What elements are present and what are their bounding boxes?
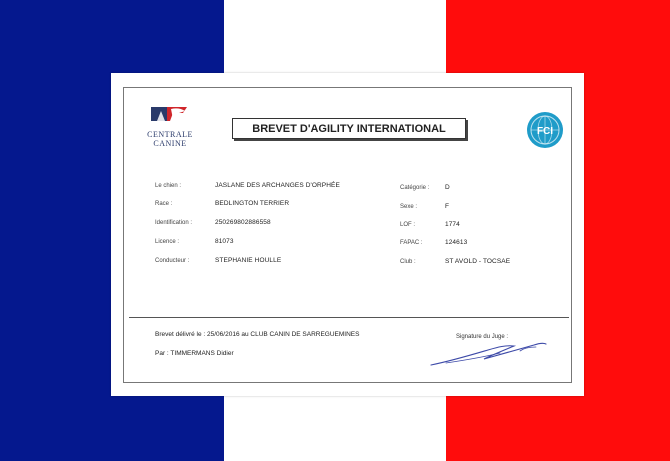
footer-divider <box>129 317 569 318</box>
agility-certificate <box>111 73 584 396</box>
certificate-title: BREVET D'AGILITY INTERNATIONAL <box>232 118 466 139</box>
logo-text-line1: CENTRALE <box>147 130 193 139</box>
signature-label: Signature du Juge : <box>456 334 509 340</box>
logo-text-line2: CANINE <box>153 139 187 148</box>
value-categorie: D <box>445 184 450 191</box>
fci-logo-text: FCI <box>536 126 554 137</box>
label-identification: Identification : <box>155 220 193 226</box>
label-lof: LOF : <box>400 222 416 228</box>
label-licence: Licence : <box>155 239 180 245</box>
value-sexe: F <box>445 203 450 210</box>
label-sexe: Sexe : <box>400 204 418 210</box>
label-chien: Le chien : <box>155 183 182 189</box>
value-identification: 250269802886558 <box>215 219 271 226</box>
value-licence: 81073 <box>215 238 234 245</box>
value-fapac: 124613 <box>445 239 468 246</box>
handwritten-signature <box>426 339 551 369</box>
label-race: Race : <box>155 201 173 207</box>
value-race: BEDLINGTON TERRIER <box>215 200 290 207</box>
value-lof: 1774 <box>445 221 460 228</box>
label-conducteur: Conducteur : <box>155 258 190 264</box>
delivery-statement: Brevet délivré le : 25/06/2016 au CLUB CANIN DE SARREGUEMINES <box>155 331 360 338</box>
value-conducteur: STEPHANIE HOULLE <box>215 257 282 264</box>
label-categorie: Catégorie : <box>400 185 430 191</box>
judge-name: Par : TIMMERMANS Didier <box>155 350 234 357</box>
label-club: Club : <box>400 259 416 265</box>
value-club: ST AVOLD - TOCSAE <box>445 258 511 265</box>
value-chien: JASLANE DES ARCHANGES D'ORPHÉE <box>215 182 340 189</box>
label-fapac: FAPAC : <box>400 240 423 246</box>
